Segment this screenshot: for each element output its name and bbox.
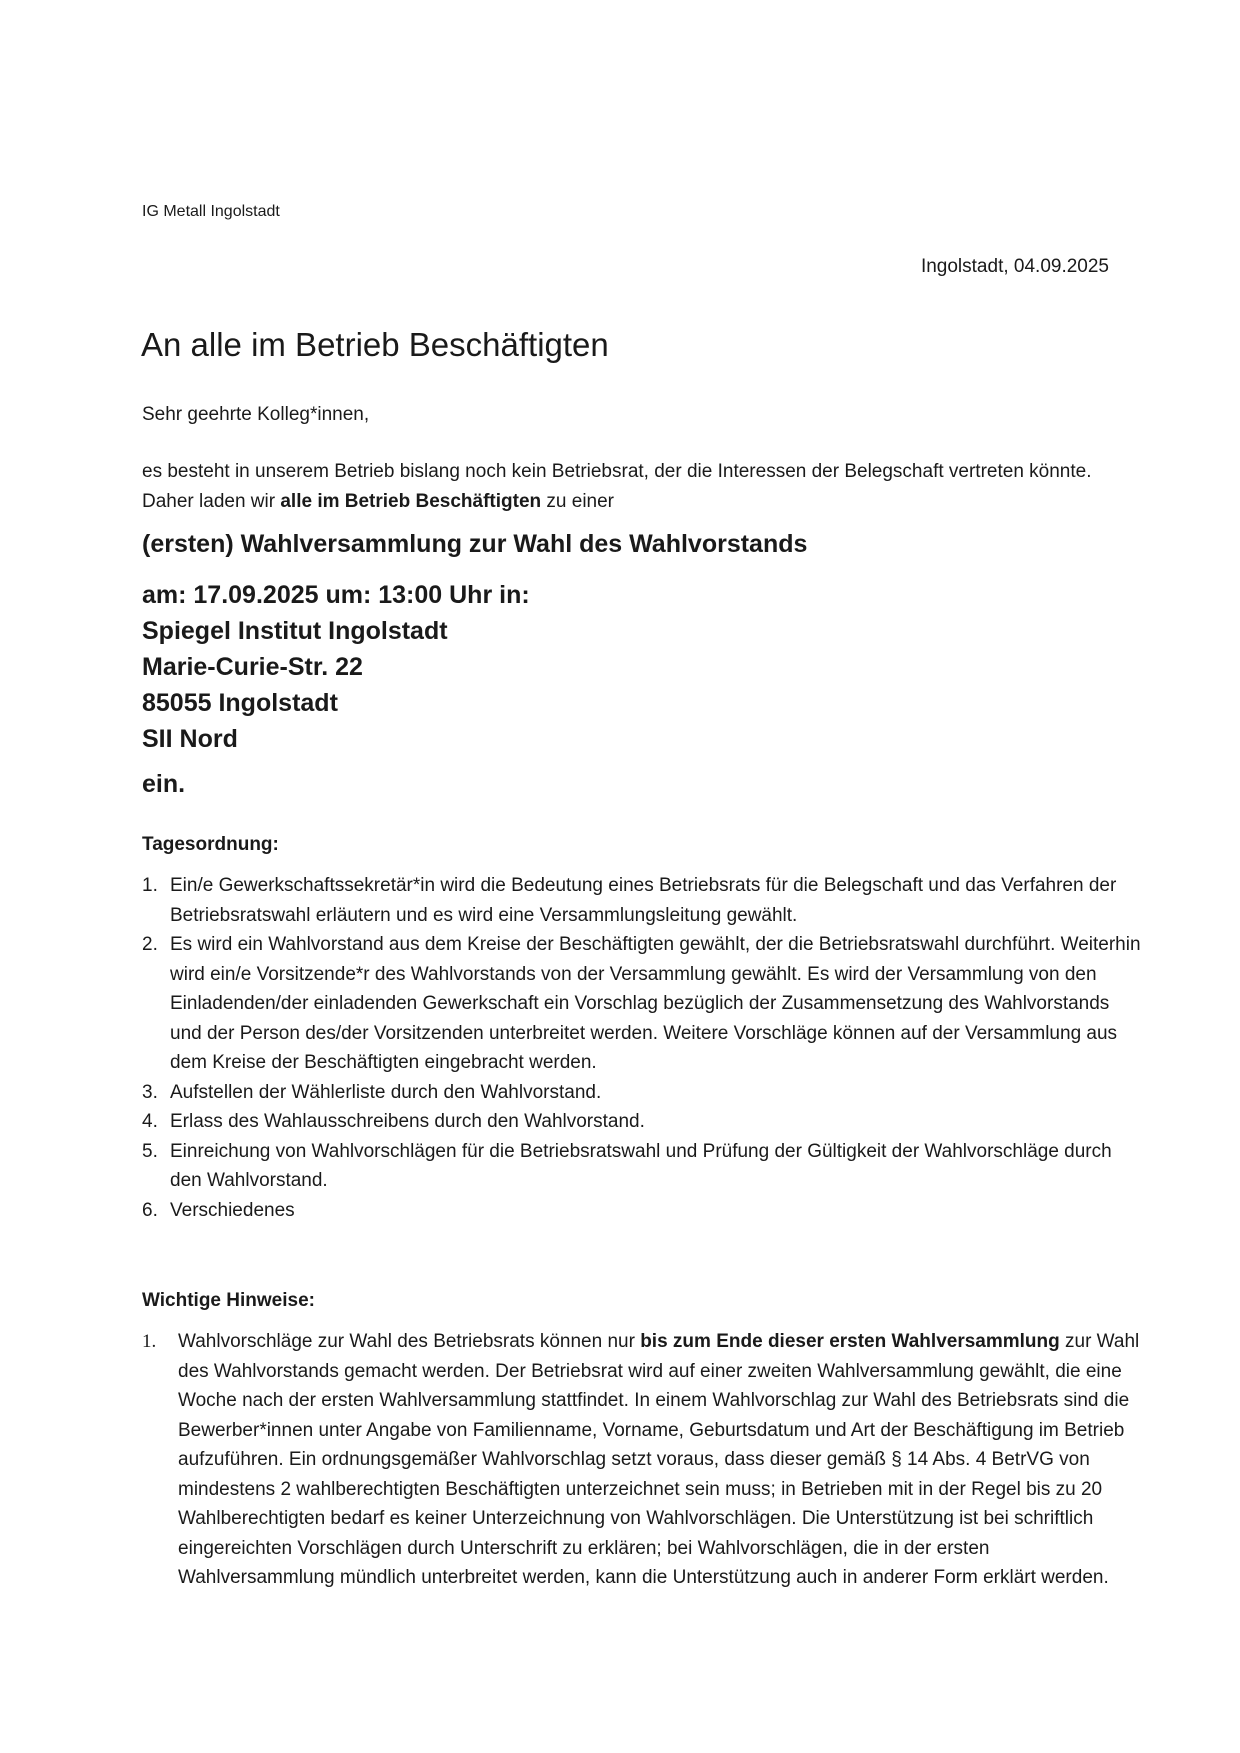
agenda-item-number: 5. [142,1140,158,1162]
meeting-date-time: am: 17.09.2025 um: 13:00 Uhr in: [142,581,530,609]
meeting-details [142,577,530,757]
note-item-number: 1. [142,1331,157,1352]
intro-paragraph [142,457,1132,517]
meeting-room: SII Nord [142,725,238,753]
agenda-heading: Tagesordnung: [142,834,279,855]
agenda-item-text: Aufstellen der Wählerliste durch den Wahlvorstand. [170,1081,602,1103]
meeting-street: Marie-Curie-Str. 22 [142,653,363,681]
sender-name: IG Metall Ingolstadt [142,203,280,220]
note-bold-text: bis zum Ende dieser ersten Wahlversammlung [640,1331,1060,1352]
meeting-heading: (ersten) Wahlversammlung zur Wahl des Wahlvorstands [142,530,808,558]
agenda-item [142,930,1142,1078]
agenda-item [142,1196,1142,1226]
notes-heading: Wichtige Hinweise: [142,1290,315,1311]
intro-text-before: es besteht in unserem Betrieb bislang noch kein Betriebsrat, der die Interessen der Belegschaft vertreten könnte. Daher laden wir [142,461,1092,512]
note-text-after: zur Wahl des Wahlvorstands gemacht werden. Der Betriebsrat wird auf einer zweiten Wahlversammlung gewählt, die eine Woche nach der ersten Wahlversammlung stattfindet. In einem Wahlvorschlag zur Wahl des Betriebsrats sind die Bewerber*innen unter Angabe von Familienname, Vorname, Geburtsdatum und Art der Beschäftigung im Betrieb aufzuführen. Ein ordnungsgemäßer Wahlvorschlag setzt voraus, dass dieser gemäß § 14 Abs. 4 BetrVG von mindestens 2 wahlberechtigten Beschäftigten unterzeichnet sein muss; in Betrieben mit in der Regel bis zu 20 Wahlberechtigten bedarf es keiner Unterzeichnung von Wahlvorschlägen. Die Unterstützung ist bei schriftlich eingereichten Vorschlägen durch Unterschrift zu erklären; bei Wahlvorschlägen, die in der ersten Wahlversammlung mündlich unterbreitet werden, kann die Unterstützung auch in anderer Form erklärt werden. [178,1331,1140,1588]
intro-bold-text: alle im Betrieb Beschäftigten [280,491,542,512]
agenda-list [142,871,1142,1225]
note-text-before: Wahlvorschläge zur Wahl des Betriebsrats können nur [178,1331,641,1352]
agenda-item-number: 3. [142,1081,158,1103]
agenda-item [142,1107,1142,1137]
agenda-item-number: 2. [142,934,158,955]
agenda-item-text: Verschiedenes [170,1199,295,1221]
meeting-city: 85055 Ingolstadt [142,689,338,717]
agenda-item-text: Erlass des Wahlausschreibens durch den Wahlvorstand. [170,1111,645,1132]
agenda-item-text: Ein/e Gewerkschaftssekretär*in wird die Bedeutung eines Betriebsrats für die Belegschaft und das Verfahren der Betriebsratswahl erläutern und es wird eine Versammlungsleitung gewählt. [170,875,1117,926]
salutation: Sehr geehrte Kolleg*innen, [142,404,370,425]
agenda-item-number: 1. [142,875,158,896]
meeting-venue: Spiegel Institut Ingolstadt [142,617,448,645]
agenda-item [142,1078,1142,1108]
notes-list [142,1327,1142,1593]
closing-word: ein. [142,770,186,798]
note-item [142,1327,1142,1593]
agenda-item-text: Einreichung von Wahlvorschlägen für die Betriebsratswahl und Prüfung der Gültigkeit der Wahlvorschläge durch den Wahlvorstand. [170,1140,1112,1191]
place-and-date: Ingolstadt, 04.09.2025 [920,256,1109,277]
agenda-item-number: 6. [142,1199,158,1221]
intro-text-after: zu einer [541,491,615,512]
agenda-item [142,1137,1142,1196]
agenda-item-number: 4. [142,1111,158,1132]
letter-title: An alle im Betrieb Beschäftigten [141,326,609,363]
agenda-item [142,871,1142,930]
agenda-item-text: Es wird ein Wahlvorstand aus dem Kreise der Beschäftigten gewählt, der die Betriebsratswahl durchführt. Weiterhin wird ein/e Vorsitzende*r des Wahlvorstands von der Versammlung gewählt. Es wird der Versammlung von den Einladenden/der einladenden Gewerkschaft ein Vorschlag bezüglich der Zusammensetzung des Wahlvorstands und der Person des/der Vorsitzenden unterbreitet werden. Weitere Vorschläge können auf der Versammlung aus dem Kreise der Beschäftigten eingebracht werden. [170,934,1141,1073]
